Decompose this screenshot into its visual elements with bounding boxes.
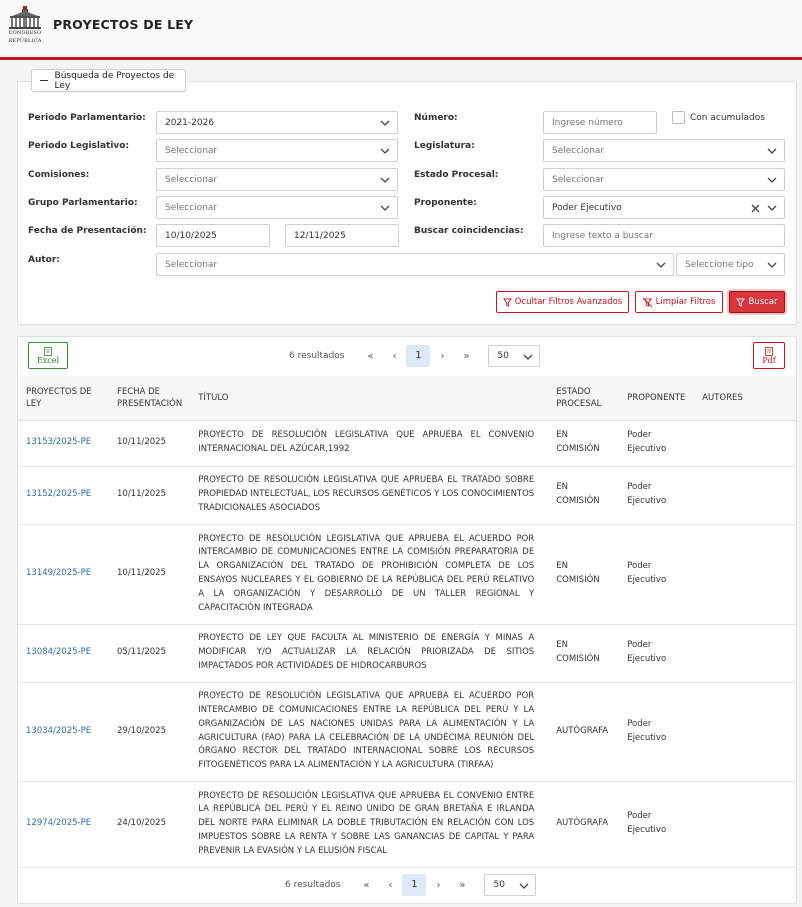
project-authors (694, 624, 796, 682)
ocultar-filtros-label: Ocultar Filtros Avanzados (514, 297, 623, 307)
proponente-label: Proponente: (414, 198, 477, 208)
proponente-value: Poder Ejecutivo (552, 202, 622, 213)
col-proyectos[interactable]: PROYECTOS DE LEY (18, 376, 109, 420)
page-1-button[interactable]: 1 (402, 874, 426, 896)
project-proponent: Poder Ejecutivo (619, 524, 694, 624)
table-row (18, 624, 796, 682)
page-size-select[interactable] (484, 874, 536, 896)
table-header-row (18, 376, 796, 420)
limpiar-filtros-label: Limpiar Filtros (655, 297, 716, 307)
pdf-file-icon (765, 347, 773, 356)
first-page-button[interactable]: « (363, 879, 370, 891)
pagination-bottom (285, 873, 536, 897)
logo-text-congreso: CONGRESO (8, 30, 42, 36)
project-code-link[interactable]: 13084/2025-PE (18, 624, 109, 682)
estado-procesal-value: Seleccionar (552, 174, 605, 185)
col-titulo[interactable]: TÍTULO (190, 376, 548, 420)
project-status: EN COMISIÓN (548, 524, 619, 624)
first-page-button[interactable]: « (367, 350, 374, 362)
results-table (18, 376, 796, 868)
periodo-legislativo-value: Seleccionar (165, 145, 218, 156)
project-authors (694, 420, 796, 466)
project-date: 05/11/2025 (109, 624, 190, 682)
search-tab-label: Búsqueda de Proyectos de Ley (54, 70, 175, 91)
estado-procesal-label: Estado Procesal: (414, 170, 499, 180)
project-date: 24/10/2025 (109, 781, 190, 867)
logo-text-republica: REPÚBLICA (8, 38, 42, 44)
project-code-link[interactable]: 13149/2025-PE (18, 524, 109, 624)
numero-input[interactable] (543, 111, 657, 134)
project-title: PROYECTO DE RESOLUCIÓN LEGISLATIVA QUE APRUEBA EL ACUERDO POR INTERCAMBIO DE COMUNICACIONES ENTRE LA REPÚBLICA DEL PERÚ Y LA ORGANIZACIÓN DE LAS NACIONES UNIDAS PARA LA ALIMENTACIÓN Y LA AGRICULTURA (FAO) PARA LA CELEBRACIÓN DE LA UNDÉCIMA REUNIÓN DEL ÓRGANO RECTOR DEL TRATADO INTERNACIONAL SOBRE LOS RECURSOS FITOGENÉTICOS PARA LA ALIMENTACIÓN Y LA AGRICULTURA (TIRFAA) (190, 682, 548, 781)
chevron-down-icon (656, 260, 666, 270)
periodo-parlamentario-label: Periodo Parlamentario: (28, 113, 146, 123)
project-proponent: Poder Ejecutivo (619, 466, 694, 524)
project-title: PROYECTO DE RESOLUCIÓN LEGISLATIVA QUE APRUEBA EL CONVENIO INTERNACIONAL DEL AZÚCAR,1992 (190, 420, 548, 466)
page-1-button[interactable]: 1 (406, 345, 430, 367)
project-status: EN COMISIÓN (548, 466, 619, 524)
buscar-coincidencias-input[interactable] (543, 224, 785, 247)
excel-export-button[interactable] (28, 342, 68, 369)
periodo-parlamentario-value: 2021-2026 (165, 117, 215, 128)
results-count: 6 resultados (285, 880, 341, 890)
project-title: PROYECTO DE RESOLUCIÓN LEGISLATIVA QUE APRUEBA EL TRATADO SOBRE PROPIEDAD INTELECTUAL, LOS RECURSOS GENÉTICOS Y LOS CONOCIMIENTOS TRADICIONALES ASOCIADOS (190, 466, 548, 524)
chevron-down-icon (380, 146, 390, 156)
table-row (18, 524, 796, 624)
page-title: PROYECTOS DE LEY (53, 17, 194, 32)
filter-icon (736, 298, 745, 307)
periodo-parlamentario-select[interactable] (156, 111, 398, 134)
chevron-down-icon (767, 175, 777, 185)
periodo-legislativo-label: Periodo Legislativo: (28, 141, 130, 151)
project-title: PROYECTO DE RESOLUCIÓN LEGISLATIVA QUE APRUEBA EL ACUERDO POR INTERCAMBIO DE COMUNICACIONES ENTRE LA COMISIÓN PREPARATORIA DE LA ORGANIZACIÓN DEL TRATADO DE PROHIBICIÓN COMPLETA DE LOS ENSAYOS NUCLEARES Y EL GOBIERNO DE LA REPÚBLICA DEL PERÚ RELATIVO A LA ORGANIZACIÓN Y DESARROLLO DE UN TALLER REGIONAL Y CAPACITACIÓN INTEGRADA (190, 524, 548, 624)
excel-export-label: Excel (36, 355, 60, 365)
autor-label: Autor: (28, 255, 60, 265)
buscar-coincidencias-label: Buscar coincidencias: (414, 226, 524, 236)
next-page-button[interactable]: › (436, 879, 441, 891)
project-code-link[interactable]: 13152/2025-PE (18, 466, 109, 524)
chevron-down-icon (380, 118, 390, 128)
project-proponent: Poder Ejecutivo (619, 624, 694, 682)
project-date: 10/11/2025 (109, 466, 190, 524)
legislatura-label: Legislatura: (414, 141, 475, 151)
pdf-export-button[interactable] (753, 342, 785, 369)
table-row (18, 781, 796, 867)
comisiones-select[interactable] (156, 168, 398, 191)
minus-icon (40, 80, 48, 82)
project-status: AUTÓGRAFA (548, 682, 619, 781)
fecha-hasta-input[interactable] (285, 224, 399, 247)
chevron-down-icon (767, 146, 777, 156)
header-divider (0, 57, 802, 60)
search-collapse-tab[interactable] (31, 69, 186, 92)
last-page-button[interactable]: » (463, 350, 470, 362)
project-authors (694, 781, 796, 867)
results-count: 6 resultados (289, 351, 345, 361)
project-title: PROYECTO DE RESOLUCIÓN LEGISLATIVA QUE APRUEBA EL CONVENIO ENTRE LA REPÚBLICA DEL PERÚ Y EL REINO UNIDO DE GRAN BRETAÑA E IRLANDA DEL NORTE PARA ELIMINAR LA DOBLE TRIBUTACIÓN EN RELACIÓN CON LOS IMPUESTOS SOBRE LA RENTA Y SOBRE LAS GANANCIAS DE CAPITAL Y PARA PREVENIR LA EVASIÓN Y LA ELUSIÓN FISCAL (190, 781, 548, 867)
project-proponent: Poder Ejecutivo (619, 781, 694, 867)
con-acumulados-checkbox[interactable] (672, 111, 685, 124)
project-authors (694, 524, 796, 624)
grupo-parlamentario-select[interactable] (156, 196, 398, 219)
autor-value: Seleccionar (165, 259, 218, 270)
col-estado[interactable]: ESTADO PROCESAL (548, 376, 619, 420)
project-status: EN COMISIÓN (548, 624, 619, 682)
table-row (18, 682, 796, 781)
filter-icon (503, 298, 512, 307)
chevron-down-icon (519, 881, 529, 891)
buscar-label: Buscar (748, 297, 778, 307)
proponente-select[interactable] (543, 196, 785, 219)
project-date: 29/10/2025 (109, 682, 190, 781)
last-page-button[interactable]: » (459, 879, 466, 891)
project-proponent: Poder Ejecutivo (619, 682, 694, 781)
col-autores[interactable]: AUTORES (694, 376, 796, 420)
table-row (18, 466, 796, 524)
col-fecha[interactable]: FECHA DE PRESENTACIÓN (109, 376, 190, 420)
buscar-button[interactable] (729, 291, 785, 313)
col-proponente[interactable]: PROPONENTE (619, 376, 694, 420)
numero-label: Número: (414, 113, 458, 123)
limpiar-filtros-button[interactable] (635, 291, 723, 313)
chevron-down-icon (767, 203, 777, 213)
buscar-coincidencias-placeholder: Ingrese texto a buscar (552, 230, 653, 241)
prev-page-button[interactable]: ‹ (392, 350, 397, 362)
fecha-hasta-value: 12/11/2025 (294, 230, 346, 241)
legislatura-select[interactable] (543, 139, 785, 162)
comisiones-value: Seleccionar (165, 174, 218, 185)
project-status: EN COMISIÓN (548, 420, 619, 466)
filter-clear-icon (643, 298, 653, 307)
project-proponent: Poder Ejecutivo (619, 420, 694, 466)
chevron-down-icon (523, 352, 533, 362)
fecha-desde-input[interactable] (156, 224, 270, 247)
page-size-select[interactable] (488, 345, 540, 367)
pdf-export-label: Pdf (762, 355, 776, 365)
grupo-parlamentario-label: Grupo Parlamentario: (28, 198, 138, 208)
app-header (0, 0, 802, 58)
autor-select[interactable] (156, 253, 674, 276)
numero-placeholder: Ingrese número (552, 117, 623, 128)
project-authors (694, 466, 796, 524)
fecha-desde-value: 10/10/2025 (165, 230, 217, 241)
project-code-link[interactable]: 13034/2025-PE (18, 682, 109, 781)
chevron-down-icon (380, 175, 390, 185)
legislatura-value: Seleccionar (552, 145, 605, 156)
project-code-link[interactable]: 13153/2025-PE (18, 420, 109, 466)
chevron-down-icon (380, 203, 390, 213)
congress-building-icon[interactable] (6, 6, 44, 48)
excel-file-icon (44, 347, 52, 356)
pagination-top (289, 344, 540, 368)
periodo-legislativo-select[interactable] (156, 139, 398, 162)
estado-procesal-select[interactable] (543, 168, 785, 191)
project-title: PROYECTO DE LEY QUE FACULTA AL MINISTERIO DE ENERGÍA Y MINAS A MODIFICAR Y/O ACTUALIZAR LA RELACIÓN PRIORIZADA DE SITIOS IMPACTADOS POR ACTIVIDADES DE HIDROCARBUROS (190, 624, 548, 682)
page-size-value: 50 (493, 880, 505, 890)
project-status: AUTÓGRAFA (548, 781, 619, 867)
project-authors (694, 682, 796, 781)
con-acumulados-label: Con acumulados (690, 113, 765, 123)
grupo-parlamentario-value: Seleccionar (165, 202, 218, 213)
table-row (18, 420, 796, 466)
project-date: 10/11/2025 (109, 524, 190, 624)
project-date: 10/11/2025 (109, 420, 190, 466)
ocultar-filtros-button[interactable] (496, 291, 629, 313)
autor-tipo-value: Seleccione tipo (685, 259, 754, 270)
chevron-down-icon (767, 260, 777, 270)
close-icon[interactable] (751, 204, 760, 213)
project-code-link[interactable]: 12974/2025-PE (18, 781, 109, 867)
comisiones-label: Comisiones: (28, 170, 90, 180)
next-page-button[interactable]: › (440, 350, 445, 362)
fecha-presentacion-label: Fecha de Presentación: (28, 226, 147, 236)
autor-tipo-select[interactable] (676, 253, 785, 276)
prev-page-button[interactable]: ‹ (388, 879, 393, 891)
page-size-value: 50 (497, 351, 509, 361)
